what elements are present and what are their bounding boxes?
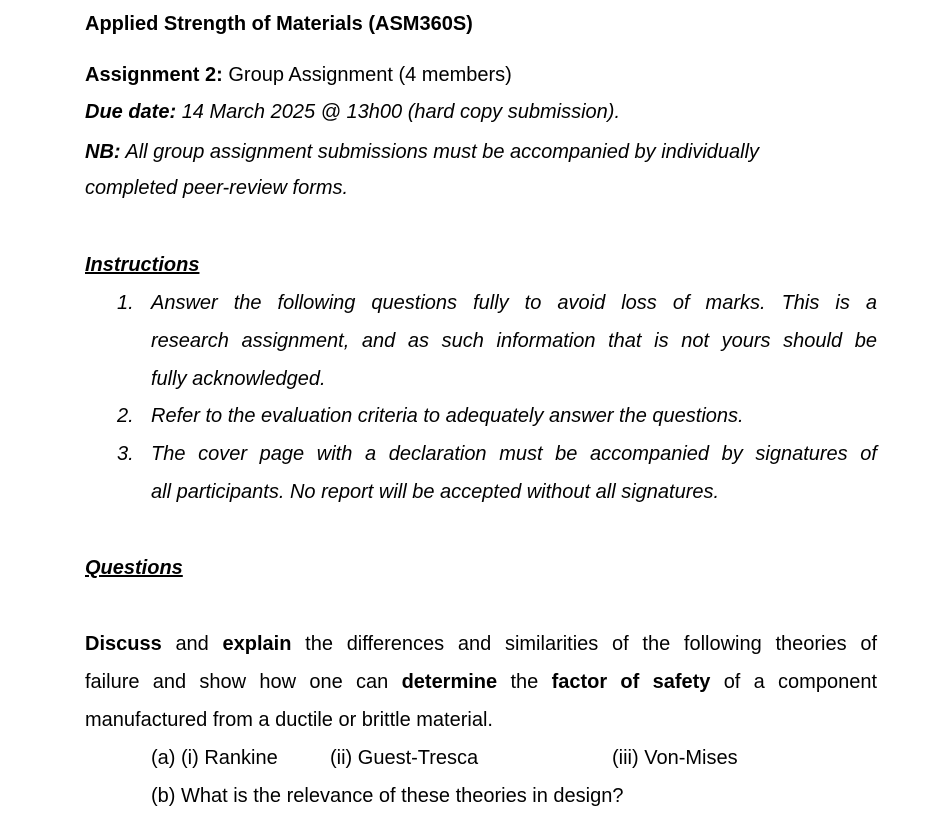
question-a-rankine: (a) (i) Rankine <box>151 747 278 769</box>
instruction-1 <box>151 291 877 405</box>
question-b: (b) What is the relevance of these theories in design? <box>151 785 624 807</box>
question-a-guest-tresca: (ii) Guest-Tresca <box>330 747 479 769</box>
question-keyword-determine: determine <box>401 671 498 693</box>
question-text: of a component <box>723 671 878 693</box>
nb-label: NB: <box>85 141 121 163</box>
assignment-value: Group Assignment (4 members) <box>228 64 512 86</box>
question-text: the <box>510 671 539 693</box>
instruction-3-line-1: The cover page with a declaration must be accompanied by signatures of <box>151 443 877 465</box>
question-a-von-mises: (iii) Von-Mises <box>612 747 738 769</box>
instruction-3-line-2: all participants. No report will be accepted without all signatures. <box>151 481 720 503</box>
questions-heading: Questions <box>85 557 183 579</box>
nb-line-2: completed peer-review forms. <box>85 177 349 199</box>
due-date-label: Due date: <box>85 101 177 123</box>
course-title: Applied Strength of Materials (ASM360S) <box>85 13 473 35</box>
nb-line-1 <box>85 140 759 164</box>
due-date-line <box>85 100 620 124</box>
nb-text-1: All group assignment submissions must be accompanied by individually <box>125 141 760 163</box>
question-line-2 <box>85 670 877 694</box>
due-date-value: 14 March 2025 @ 13h00 (hard copy submission). <box>181 101 620 123</box>
question-line-1 <box>85 632 877 656</box>
question-keyword-discuss: Discuss <box>85 633 162 655</box>
instruction-1-line-2: research assignment, and as such information that is not yours should be <box>151 330 877 352</box>
instructions-heading: Instructions <box>85 254 200 276</box>
instruction-1-line-3: fully acknowledged. <box>151 368 326 390</box>
question-keyword-explain: explain <box>222 633 292 655</box>
instruction-2-number: 2. <box>117 405 134 427</box>
instruction-1-line-1: Answer the following questions fully to avoid loss of marks. This is a <box>151 292 877 314</box>
instruction-3-number: 3. <box>117 443 134 465</box>
instruction-1-number: 1. <box>117 292 134 314</box>
question-text: failure and show how one can <box>85 671 389 693</box>
assignment-label: Assignment 2: <box>85 64 223 86</box>
instruction-2-line-1: Refer to the evaluation criteria to adequately answer the questions. <box>151 405 744 427</box>
instruction-2 <box>151 404 877 442</box>
question-text: the differences and similarities of the following theories of <box>305 633 877 655</box>
assignment-line <box>85 63 512 87</box>
question-keyword-factor-of-safety: factor of safety <box>551 671 711 693</box>
question-line-3: manufactured from a ductile or brittle material. <box>85 709 493 731</box>
question-text: and <box>175 633 209 655</box>
instruction-3 <box>151 442 877 518</box>
